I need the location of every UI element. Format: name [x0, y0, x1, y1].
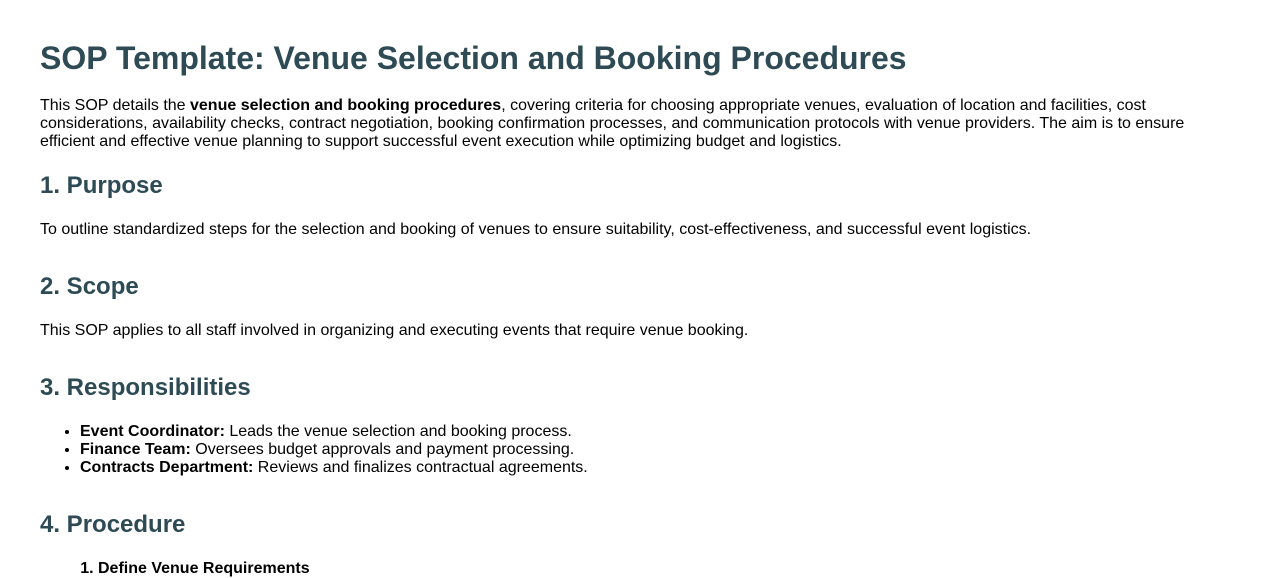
purpose-heading: 1. Purpose — [40, 172, 163, 199]
scope-section — [40, 273, 1223, 340]
intro-paragraph — [40, 97, 1223, 151]
procedure-section — [40, 511, 1223, 578]
page-title: SOP Template: Venue Selection and Booking Procedures — [40, 40, 907, 76]
list-item — [80, 441, 1223, 459]
responsibility-role: Event Coordinator: — [80, 423, 225, 440]
responsibilities-list — [40, 423, 1223, 477]
procedure-step: 1. Define Venue Requirements — [98, 560, 1223, 578]
list-item — [80, 423, 1223, 441]
procedure-heading: 4. Procedure — [40, 511, 186, 538]
responsibility-role: Finance Team: — [80, 441, 191, 458]
responsibility-desc: Reviews and finalizes contractual agreements. — [253, 459, 588, 476]
scope-text: This SOP applies to all staff involved in organizing and executing events that require venue booking. — [40, 322, 749, 339]
scope-heading: 2. Scope — [40, 273, 139, 300]
intro-suffix: , covering criteria for choosing appropriate venues, evaluation of location and facilities, cost considerations, availability checks, contract negotiation, booking confirmation processes, and communication protocols with venue providers. The aim is to ensure efficient and effective venue planning to support successful event execution while optimizing budget and logistics. — [40, 97, 1185, 150]
procedure-steps — [40, 560, 1223, 578]
purpose-text: To outline standardized steps for the selection and booking of venues to ensure suitability, cost-effectiveness, and successful event logistics. — [40, 221, 1032, 238]
list-item — [80, 459, 1223, 477]
intro-bold: venue selection and booking procedures — [190, 97, 502, 114]
responsibilities-section — [40, 374, 1223, 477]
responsibility-desc: Oversees budget approvals and payment processing. — [190, 441, 575, 458]
purpose-section — [40, 172, 1223, 239]
intro-prefix: This SOP details the — [40, 97, 190, 114]
responsibility-desc: Leads the venue selection and booking process. — [224, 423, 572, 440]
responsibility-role: Contracts Department: — [80, 459, 254, 476]
responsibilities-heading: 3. Responsibilities — [40, 374, 251, 401]
